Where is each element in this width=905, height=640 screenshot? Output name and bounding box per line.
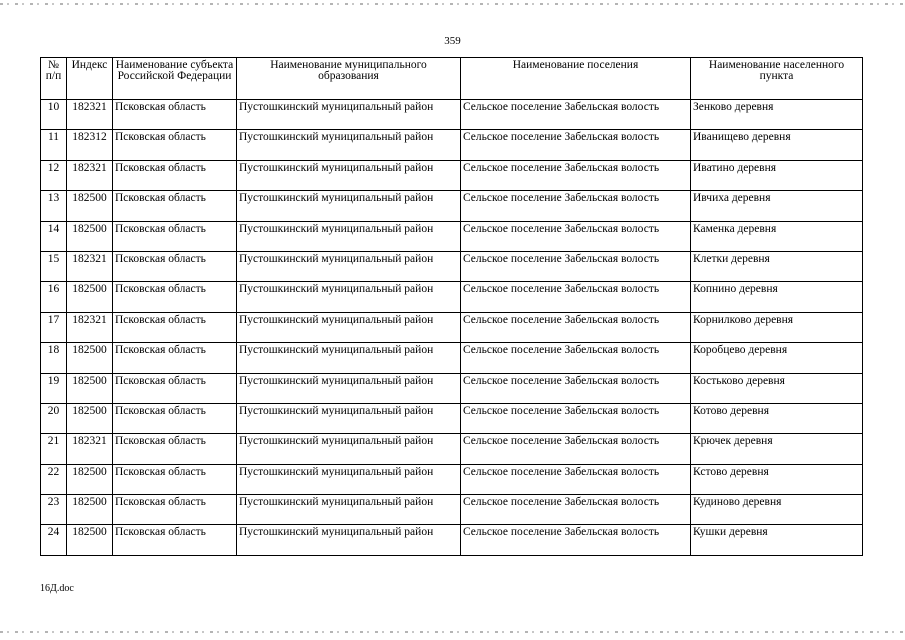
cell-settlement: Сельское поселение Забельская волость bbox=[461, 221, 691, 251]
cell-row-number: 23 bbox=[41, 495, 67, 525]
cell-row-number: 18 bbox=[41, 343, 67, 373]
cell-subject: Псковская область bbox=[113, 282, 237, 312]
cell-row-number: 17 bbox=[41, 312, 67, 342]
cell-settlement: Сельское поселение Забельская волость bbox=[461, 343, 691, 373]
table-row bbox=[41, 160, 863, 190]
cell-row-number: 24 bbox=[41, 525, 67, 555]
cell-row-number: 15 bbox=[41, 251, 67, 281]
cell-subject: Псковская область bbox=[113, 434, 237, 464]
header-row-number: № п/п bbox=[41, 58, 67, 100]
cell-settlement: Сельское поселение Забельская волость bbox=[461, 434, 691, 464]
cell-municipality: Пустошкинский муниципальный район bbox=[237, 100, 461, 130]
cell-municipality: Пустошкинский муниципальный район bbox=[237, 403, 461, 433]
table-row bbox=[41, 221, 863, 251]
header-subject: Наименование субъекта Российской Федерации bbox=[113, 58, 237, 100]
cell-municipality: Пустошкинский муниципальный район bbox=[237, 191, 461, 221]
cell-row-number: 14 bbox=[41, 221, 67, 251]
cell-index: 182500 bbox=[67, 343, 113, 373]
cell-index: 182321 bbox=[67, 100, 113, 130]
cell-settlement: Сельское поселение Забельская волость bbox=[461, 403, 691, 433]
cell-index: 182321 bbox=[67, 160, 113, 190]
cell-subject: Псковская область bbox=[113, 160, 237, 190]
header-municipality: Наименование муниципального образования bbox=[237, 58, 461, 100]
cell-subject: Псковская область bbox=[113, 251, 237, 281]
cell-index: 182500 bbox=[67, 495, 113, 525]
cell-locality: Ивчиха деревня bbox=[691, 191, 863, 221]
cell-locality: Коробцево деревня bbox=[691, 343, 863, 373]
cell-municipality: Пустошкинский муниципальный район bbox=[237, 312, 461, 342]
cell-locality: Кушки деревня bbox=[691, 525, 863, 555]
cell-subject: Псковская область bbox=[113, 495, 237, 525]
table-row bbox=[41, 312, 863, 342]
cell-locality: Кудиново деревня bbox=[691, 495, 863, 525]
cell-municipality: Пустошкинский муниципальный район bbox=[237, 525, 461, 555]
cell-index: 182321 bbox=[67, 251, 113, 281]
cell-subject: Псковская область bbox=[113, 100, 237, 130]
cell-locality: Копнино деревня bbox=[691, 282, 863, 312]
cell-subject: Псковская область bbox=[113, 464, 237, 494]
cell-locality: Котово деревня bbox=[691, 403, 863, 433]
cell-settlement: Сельское поселение Забельская волость bbox=[461, 495, 691, 525]
cell-index: 182321 bbox=[67, 434, 113, 464]
scan-edge-bottom bbox=[0, 631, 905, 633]
cell-settlement: Сельское поселение Забельская волость bbox=[461, 464, 691, 494]
table-body bbox=[41, 100, 863, 556]
cell-subject: Псковская область bbox=[113, 373, 237, 403]
table-row bbox=[41, 373, 863, 403]
cell-settlement: Сельское поселение Забельская волость bbox=[461, 191, 691, 221]
cell-index: 182321 bbox=[67, 312, 113, 342]
cell-locality: Иванищево деревня bbox=[691, 130, 863, 160]
table-row bbox=[41, 130, 863, 160]
cell-row-number: 12 bbox=[41, 160, 67, 190]
cell-subject: Псковская область bbox=[113, 221, 237, 251]
cell-settlement: Сельское поселение Забельская волость bbox=[461, 525, 691, 555]
table-row bbox=[41, 434, 863, 464]
cell-row-number: 22 bbox=[41, 464, 67, 494]
cell-municipality: Пустошкинский муниципальный район bbox=[237, 434, 461, 464]
cell-subject: Псковская область bbox=[113, 403, 237, 433]
cell-index: 182312 bbox=[67, 130, 113, 160]
cell-subject: Псковская область bbox=[113, 525, 237, 555]
scan-edge-top bbox=[0, 3, 905, 5]
table-row bbox=[41, 464, 863, 494]
cell-index: 182500 bbox=[67, 373, 113, 403]
cell-municipality: Пустошкинский муниципальный район bbox=[237, 221, 461, 251]
cell-index: 182500 bbox=[67, 525, 113, 555]
cell-row-number: 20 bbox=[41, 403, 67, 433]
cell-settlement: Сельское поселение Забельская волость bbox=[461, 130, 691, 160]
cell-locality: Зенково деревня bbox=[691, 100, 863, 130]
cell-locality: Кстово деревня bbox=[691, 464, 863, 494]
cell-locality: Иватино деревня bbox=[691, 160, 863, 190]
header-index: Индекс bbox=[67, 58, 113, 100]
cell-municipality: Пустошкинский муниципальный район bbox=[237, 495, 461, 525]
table-row bbox=[41, 191, 863, 221]
cell-municipality: Пустошкинский муниципальный район bbox=[237, 130, 461, 160]
localities-table bbox=[40, 57, 863, 556]
table-row bbox=[41, 343, 863, 373]
table-row bbox=[41, 251, 863, 281]
cell-row-number: 10 bbox=[41, 100, 67, 130]
cell-settlement: Сельское поселение Забельская волость bbox=[461, 100, 691, 130]
cell-locality: Клетки деревня bbox=[691, 251, 863, 281]
cell-row-number: 19 bbox=[41, 373, 67, 403]
cell-index: 182500 bbox=[67, 403, 113, 433]
table-row bbox=[41, 525, 863, 555]
cell-municipality: Пустошкинский муниципальный район bbox=[237, 343, 461, 373]
cell-settlement: Сельское поселение Забельская волость bbox=[461, 312, 691, 342]
cell-row-number: 21 bbox=[41, 434, 67, 464]
cell-settlement: Сельское поселение Забельская волость bbox=[461, 160, 691, 190]
cell-municipality: Пустошкинский муниципальный район bbox=[237, 464, 461, 494]
cell-row-number: 16 bbox=[41, 282, 67, 312]
page-number: 359 bbox=[444, 35, 461, 47]
cell-locality: Костьково деревня bbox=[691, 373, 863, 403]
header-settlement: Наименование поселения bbox=[461, 58, 691, 100]
cell-settlement: Сельское поселение Забельская волость bbox=[461, 373, 691, 403]
cell-index: 182500 bbox=[67, 221, 113, 251]
cell-row-number: 11 bbox=[41, 130, 67, 160]
table-row bbox=[41, 282, 863, 312]
cell-municipality: Пустошкинский муниципальный район bbox=[237, 160, 461, 190]
table-row bbox=[41, 100, 863, 130]
cell-subject: Псковская область bbox=[113, 343, 237, 373]
cell-settlement: Сельское поселение Забельская волость bbox=[461, 282, 691, 312]
cell-municipality: Пустошкинский муниципальный район bbox=[237, 282, 461, 312]
cell-index: 182500 bbox=[67, 464, 113, 494]
cell-row-number: 13 bbox=[41, 191, 67, 221]
table-header-row bbox=[41, 58, 863, 100]
table-row bbox=[41, 495, 863, 525]
cell-index: 182500 bbox=[67, 282, 113, 312]
cell-settlement: Сельское поселение Забельская волость bbox=[461, 251, 691, 281]
header-locality: Наименование населенного пункта bbox=[691, 58, 863, 100]
cell-municipality: Пустошкинский муниципальный район bbox=[237, 251, 461, 281]
cell-subject: Псковская область bbox=[113, 191, 237, 221]
cell-locality: Крючек деревня bbox=[691, 434, 863, 464]
cell-index: 182500 bbox=[67, 191, 113, 221]
table-row bbox=[41, 403, 863, 433]
cell-locality: Корнилково деревня bbox=[691, 312, 863, 342]
cell-subject: Псковская область bbox=[113, 312, 237, 342]
cell-locality: Каменка деревня bbox=[691, 221, 863, 251]
cell-municipality: Пустошкинский муниципальный район bbox=[237, 373, 461, 403]
footer-filename: 16Д.doc bbox=[40, 583, 74, 594]
cell-subject: Псковская область bbox=[113, 130, 237, 160]
